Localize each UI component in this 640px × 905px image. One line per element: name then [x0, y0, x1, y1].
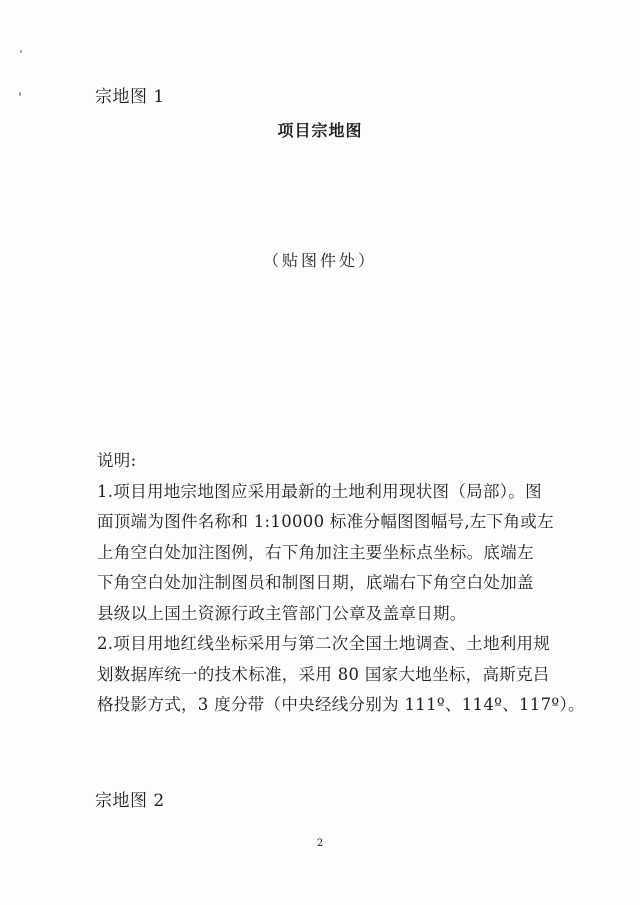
scan-speck: [19, 92, 21, 96]
header-label: 宗地图 1: [95, 87, 165, 107]
notes-line: 下角空白处加注制图员和制图日期，底端右下角空白处加盖: [97, 573, 534, 592]
footer-label: 宗地图 2: [95, 791, 165, 811]
image-placeholder: （贴图件处）: [262, 251, 377, 270]
notes-line: 上角空白处加注图例，右下角加注主要坐标点坐标。底端左: [97, 542, 534, 562]
notes-line: 县级以上国土资源行政主管部门公章及盖章日期。: [97, 603, 467, 623]
notes-line: 格投影方式，3 度分带（中央经线分别为 111º、114º、117º）。: [97, 695, 585, 714]
notes-line: 面顶端为图件名称和 1:10000 标准分幅图图幅号,左下角或左: [97, 512, 554, 531]
page-title: 项目宗地图: [277, 121, 363, 140]
scan-speck: [20, 50, 22, 53]
page-number: 2: [316, 838, 324, 849]
notes-line: 1.项目用地宗地图应采用最新的土地利用现状图（局部）。图: [97, 481, 542, 501]
notes-line: 划数据库统一的技术标准，采用 80 国家大地坐标，高斯克吕: [97, 664, 550, 684]
notes-line: 2.项目用地红线坐标采用与第二次全国土地调查、土地利用规: [97, 634, 551, 653]
notes-heading: 说明:: [97, 451, 137, 470]
notes-section: [97, 446, 585, 721]
